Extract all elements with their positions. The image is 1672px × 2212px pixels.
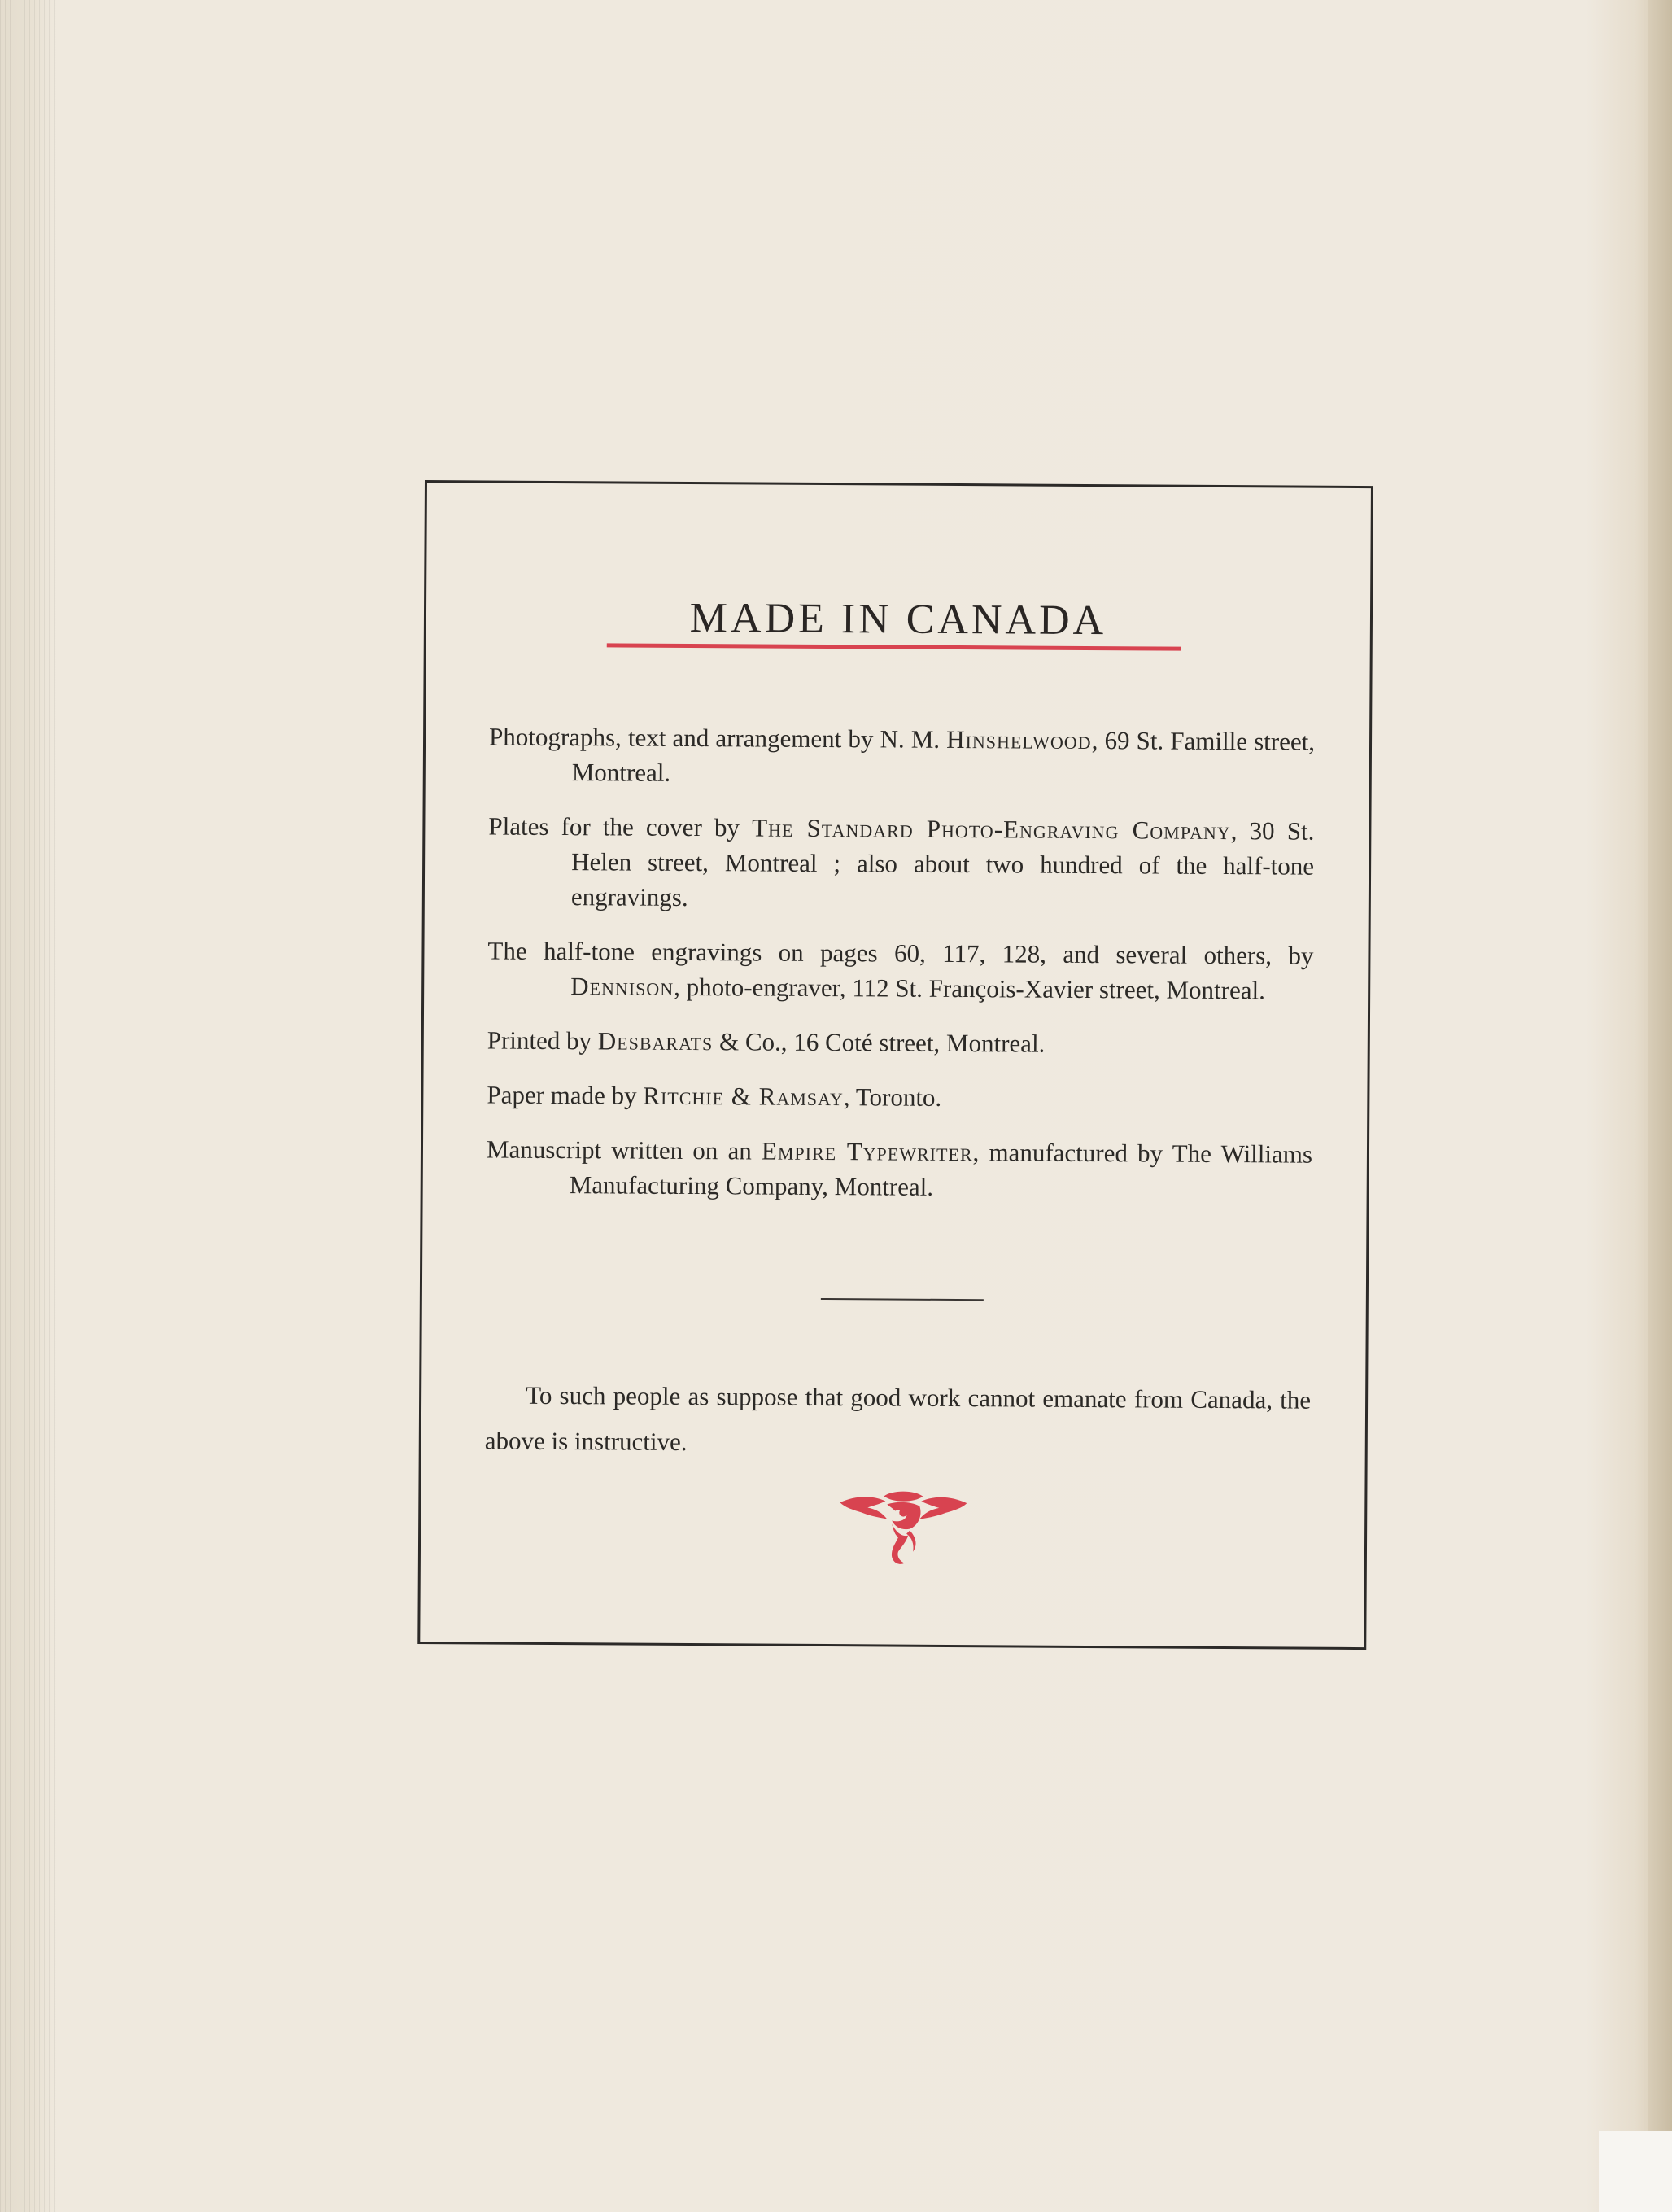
credit-entry-engravings — [487, 933, 1314, 1008]
entry-text: , 30 St. Helen street, Montreal ; also about two hundred of the half-tone engravings. — [570, 816, 1315, 911]
credit-entry-paper — [487, 1077, 1312, 1117]
entry-name: Desbarats — [597, 1026, 714, 1056]
credit-entry-photographs — [489, 719, 1316, 793]
entry-name: Ritchie & Ramsay — [643, 1081, 844, 1112]
closing-remark: To such people as suppose that good work cannot emanate from Canada, the above is instructive. — [484, 1380, 1312, 1456]
entry-name: Empire Typewriter — [761, 1136, 973, 1167]
entry-text: Manuscript written on an — [486, 1134, 762, 1165]
entry-text: Plates for the cover by — [488, 811, 753, 842]
entry-text: , manufactured by The Williams Manufacturing Company, Montreal. — [569, 1138, 1313, 1201]
section-divider — [821, 1298, 984, 1301]
credits-list — [486, 719, 1315, 1226]
entry-text: Paper made by — [487, 1080, 644, 1110]
entry-text: , photo-engraver, 112 St. François-Xavier street, Montreal. — [674, 972, 1266, 1005]
entry-text: , 69 St. Famille street, Montreal. — [571, 726, 1316, 787]
entry-name: Hinshelwood — [946, 724, 1092, 755]
entry-text: , Toronto. — [843, 1082, 942, 1112]
scan-corner — [1599, 2131, 1672, 2212]
entry-text: & Co., 16 Coté street, Montreal. — [713, 1027, 1046, 1058]
entry-text: Photographs, text and arrangement by N. M. — [488, 722, 947, 754]
entry-text: The half-tone engravings on pages 60, 117, 128, and several others, by — [487, 936, 1314, 970]
page-title: MADE IN CANADA — [689, 594, 1107, 645]
colophon-frame — [417, 480, 1373, 1650]
fleuron-ornament-icon — [838, 1488, 969, 1570]
credit-entry-plates — [488, 808, 1315, 918]
page-gutter — [1648, 0, 1672, 2212]
credit-entry-printing — [487, 1022, 1313, 1062]
credit-entry-manuscript — [487, 1131, 1313, 1206]
entry-text: Printed by — [487, 1025, 598, 1056]
entry-name: Dennison — [570, 972, 674, 1001]
page-stack-edges — [0, 0, 61, 2212]
entry-name: The Standard Photo-Engraving Company — [752, 813, 1231, 846]
